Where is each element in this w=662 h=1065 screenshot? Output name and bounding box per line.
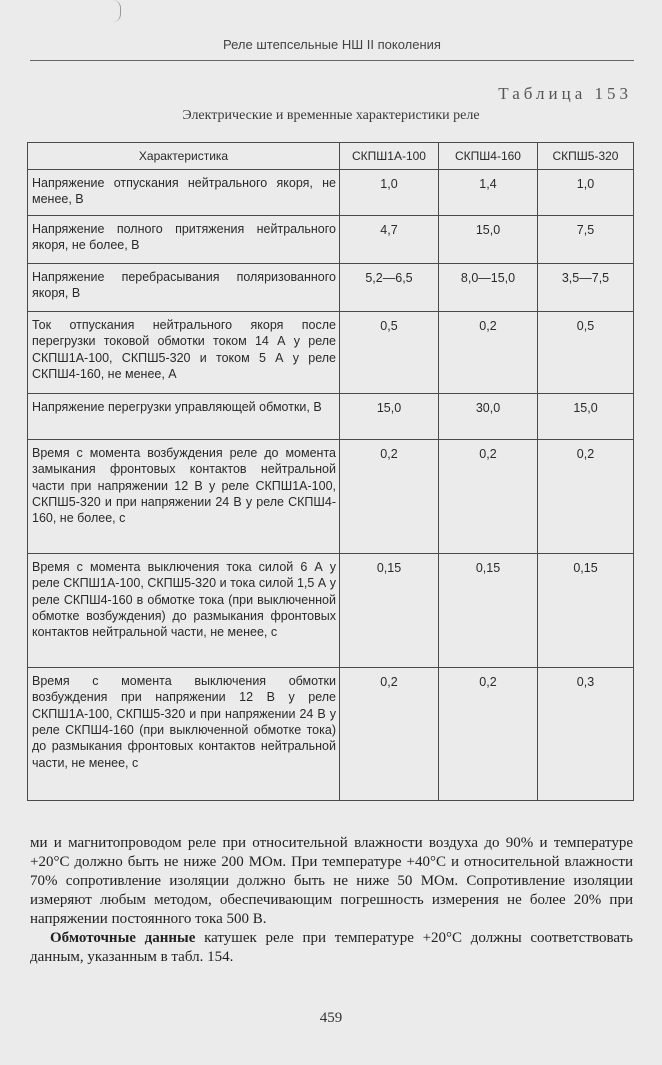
table-row bbox=[28, 311, 634, 393]
table-row bbox=[28, 439, 634, 553]
value-cell: 30,0 bbox=[439, 393, 538, 439]
value-cell: 0,5 bbox=[538, 311, 634, 393]
characteristic-cell: Напряжение перегрузки управляющей обмотки, В bbox=[28, 393, 340, 439]
value-cell: 1,0 bbox=[340, 170, 439, 216]
table-header-row bbox=[28, 143, 634, 170]
value-cell: 0,15 bbox=[538, 553, 634, 667]
table-row bbox=[28, 667, 634, 800]
table-row bbox=[28, 215, 634, 263]
table-caption: Электрические и временные характеристики реле bbox=[182, 108, 480, 123]
value-cell: 15,0 bbox=[439, 215, 538, 263]
body-text bbox=[30, 834, 633, 967]
characteristics-table bbox=[27, 142, 634, 801]
characteristic-cell: Напряжение полного притяжения нейтрального якоря, не более, В bbox=[28, 215, 340, 263]
paragraph-text: катушек реле при температуре +20°С должны соответствовать данным, указанным в табл. 154. bbox=[30, 930, 633, 965]
characteristic-cell: Напряжение отпускания нейтрального якоря, не менее, В bbox=[28, 170, 340, 216]
characteristic-cell: Ток отпускания нейтрального якоря после перегрузки токовой обмотки током 14 А у реле СКПШ1А-100, СКПШ5-320 и током 5 А у реле СКПШ4-160, не менее, А bbox=[28, 311, 340, 393]
value-cell: 0,3 bbox=[538, 667, 634, 800]
column-header: СКПШ1А-100 bbox=[340, 143, 439, 170]
paragraph bbox=[30, 929, 633, 967]
paragraph: ми и магнитопроводом реле при относительной влажности воздуха до 90% и температуре +20°С должно быть не ниже 200 МОм. При температуре +40°С и относительной влажности 70% сопротивление изоляции должно быть не ниже 50 МОм. Сопротивление изоляции измеряют любым методом, обеспечивающим погрешность измерения не более 20% при напряжении постоянного тока 500 В. bbox=[30, 835, 633, 927]
column-header: Характеристика bbox=[28, 143, 340, 170]
table-row bbox=[28, 553, 634, 667]
characteristic-cell: Время с момента выключения обмотки возбуждения при напряжении 12 В у реле СКПШ1А-100, СКПШ5-320 и при напряжении 24 В у реле СКПШ4-160 (при выключенной обмотке тока) до размыкания фронтовых контактов нейтральной части, не менее, с bbox=[28, 667, 340, 800]
characteristic-cell: Время с момента выключения тока силой 6 А у реле СКПШ1А-100, СКПШ5-320 и тока силой 1,5 А у реле СКПШ4-160 в обмотке тока (при выключенной обмотке возбуждения) до размыкания фронтовых контактов нейтральной части, не менее, с bbox=[28, 553, 340, 667]
characteristic-cell: Время с момента возбуждения реле до момента замыкания фронтовых контактов нейтральной части при напряжении 12 В у реле СКПШ1А-100, СКПШ5-320 и при напряжении 24 В у реле СКПШ4-160, не более, с bbox=[28, 439, 340, 553]
value-cell: 0,2 bbox=[538, 439, 634, 553]
value-cell: 0,5 bbox=[340, 311, 439, 393]
value-cell: 1,4 bbox=[439, 170, 538, 216]
value-cell: 1,0 bbox=[538, 170, 634, 216]
table-number: Таблица 153 bbox=[498, 84, 632, 103]
scan-bracket-mark bbox=[112, 0, 121, 22]
value-cell: 15,0 bbox=[340, 393, 439, 439]
value-cell: 8,0—15,0 bbox=[439, 263, 538, 311]
value-cell: 15,0 bbox=[538, 393, 634, 439]
value-cell: 0,2 bbox=[340, 439, 439, 553]
value-cell: 0,2 bbox=[340, 667, 439, 800]
value-cell: 0,15 bbox=[439, 553, 538, 667]
value-cell: 3,5—7,5 bbox=[538, 263, 634, 311]
value-cell: 4,7 bbox=[340, 215, 439, 263]
table-row bbox=[28, 263, 634, 311]
value-cell: 7,5 bbox=[538, 215, 634, 263]
value-cell: 0,15 bbox=[340, 553, 439, 667]
value-cell: 5,2—6,5 bbox=[340, 263, 439, 311]
value-cell: 0,2 bbox=[439, 667, 538, 800]
column-header: СКПШ5-320 bbox=[538, 143, 634, 170]
page-number: 459 bbox=[319, 1010, 343, 1026]
value-cell: 0,2 bbox=[439, 311, 538, 393]
value-cell: 0,2 bbox=[439, 439, 538, 553]
bold-lead-in: Обмоточные данные bbox=[50, 930, 196, 946]
table-row bbox=[28, 393, 634, 439]
table-row bbox=[28, 170, 634, 216]
characteristic-cell: Напряжение перебрасывания поляризованного якоря, В bbox=[28, 263, 340, 311]
column-header: СКПШ4-160 bbox=[439, 143, 538, 170]
running-header: Реле штепсельные НШ II поколения bbox=[30, 37, 634, 61]
